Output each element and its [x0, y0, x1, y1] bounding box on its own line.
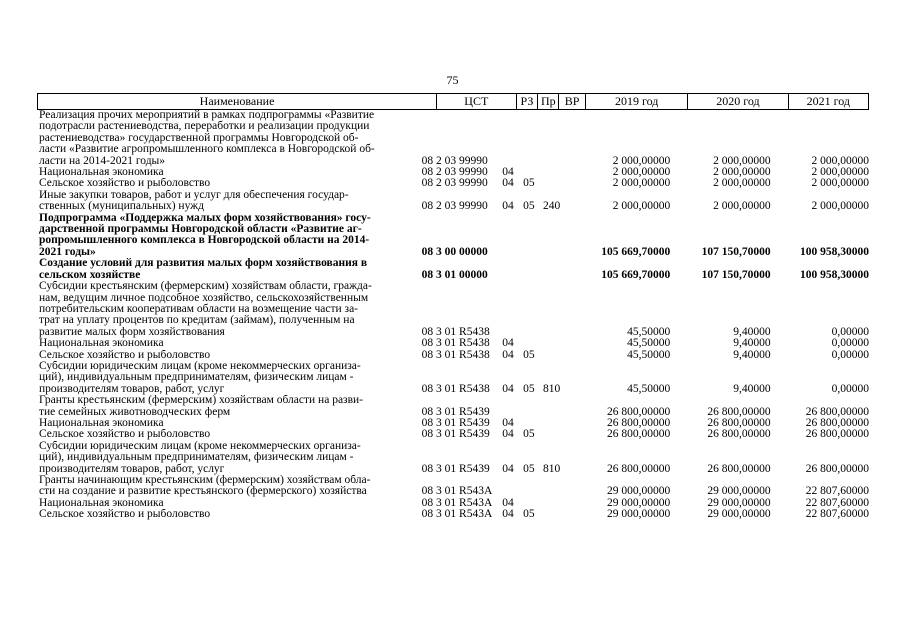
row-value-2021: 2 000,00000: [811, 155, 869, 167]
row-value-2020: 26 800,00000: [707, 417, 771, 429]
row-vr: 240: [542, 201, 561, 213]
table-header: [37, 93, 869, 110]
row-name-line: ственных (муниципальных) нужд: [39, 200, 204, 213]
row-cst: 08 3 01 R5439: [421, 463, 490, 475]
table-row: [37, 350, 869, 361]
row-cst: 08 3 01 R5438: [421, 349, 490, 361]
row-cst: 08 3 01 R5439: [421, 429, 490, 441]
row-value-2019: 26 800,00000: [606, 406, 671, 418]
row-rz: 04: [502, 201, 514, 213]
row-name: [37, 213, 420, 259]
row-value-2020: 107 150,70000: [701, 246, 771, 258]
row-name-line: Национальная экономика: [39, 167, 164, 179]
table-row: [37, 258, 869, 281]
row-cst: 08 2 03 99990: [421, 201, 488, 213]
row-name-line: потребительским кооперативам области на возмещение части за-: [39, 302, 359, 315]
row-value-2020: 29 000,00000: [707, 497, 771, 509]
row-pr: 05: [523, 201, 535, 213]
row-name-line: производителям товаров, работ, услуг: [39, 462, 225, 475]
row-value-2019: 26 800,00000: [606, 429, 671, 441]
table-row: [37, 509, 869, 520]
row-name-line: Сельское хозяйство и рыболовство: [39, 429, 211, 441]
row-name-line: сти на создание и развитие крестьянского (фермерского) хозяйства: [39, 485, 367, 498]
row-name: [37, 429, 420, 440]
row-value-2020: 2 000,00000: [713, 178, 771, 190]
row-value-2021: 26 800,00000: [805, 417, 869, 429]
row-name-line: нам, ведущим личное подсобное хозяйство, сельскохозяйственным: [39, 291, 369, 304]
row-rz: 04: [502, 509, 514, 521]
row-cst: 08 2 03 99990: [421, 178, 488, 190]
row-name: [37, 258, 420, 281]
row-rz: 04: [502, 463, 514, 475]
row-rz: 04: [502, 383, 514, 395]
row-name: [37, 361, 420, 395]
row-value-2019: 45,50000: [627, 349, 671, 361]
row-name: [37, 167, 420, 178]
row-value-2019: 26 800,00000: [606, 417, 671, 429]
table-row: [37, 475, 869, 498]
row-value-2020: 9,40000: [733, 383, 771, 395]
row-value-2020: 26 800,00000: [707, 463, 771, 475]
column-header-vr: ВР: [558, 94, 585, 109]
row-name-line: Гранты начинающим крестьянским (фермерским) хозяйствам обла-: [39, 475, 371, 486]
row-rz: 04: [502, 429, 514, 441]
row-value-2021: 2 000,00000: [811, 178, 869, 190]
row-value-2019: 45,50000: [627, 326, 671, 338]
row-rz: 04: [502, 178, 514, 190]
row-value-2020: 2 000,00000: [713, 155, 771, 167]
table-row: [37, 395, 869, 418]
row-value-2020: 2 000,00000: [713, 167, 771, 179]
table-row: [37, 498, 869, 509]
row-value-2021: 100 958,30000: [799, 269, 869, 281]
row-name-line: подотрасли растениеводства, переработки и реализации продукции: [39, 120, 370, 133]
row-value-2021: 0,00000: [831, 326, 869, 338]
row-value-2019: 45,50000: [627, 338, 671, 350]
row-value-2021: 100 958,30000: [799, 246, 869, 258]
row-name-line: Национальная экономика: [39, 417, 164, 429]
table-row: [37, 190, 869, 213]
row-rz: 04: [502, 497, 514, 509]
row-name-line: ласти на 2014-2021 годы»: [39, 154, 166, 167]
row-name: [37, 395, 420, 418]
row-value-2020: 107 150,70000: [701, 269, 771, 281]
row-rz: 04: [502, 417, 514, 429]
row-name-line: Гранты крестьянским (фермерским) хозяйствам области на разви-: [39, 395, 363, 407]
row-name: [37, 338, 420, 349]
row-rz: 04: [502, 349, 514, 361]
row-value-2019: 105 669,70000: [601, 269, 671, 281]
table-row: [37, 178, 869, 189]
column-header-2020: 2020 год: [687, 94, 787, 109]
row-name-line: трат на уплату процентов по кредитам (займам), полученным на: [39, 314, 355, 327]
row-name-line: Национальная экономика: [39, 338, 164, 350]
row-name-line: тие семейных животноводческих ферм: [39, 405, 231, 418]
row-name: [37, 350, 420, 361]
row-cst: 08 3 01 00000: [421, 269, 488, 281]
row-value-2019: 26 800,00000: [606, 463, 671, 475]
row-name-line: Субсидии крестьянским (фермерским) хозяйствам области, гражда-: [39, 281, 372, 293]
row-cst: 08 3 00 00000: [421, 246, 488, 258]
row-value-2021: 26 800,00000: [805, 429, 869, 441]
column-header-pr: Пр: [537, 94, 558, 109]
row-value-2019: 29 000,00000: [606, 486, 671, 498]
row-value-2021: 26 800,00000: [805, 406, 869, 418]
row-value-2020: 2 000,00000: [713, 201, 771, 213]
row-cst: 08 3 01 R5438: [421, 338, 490, 350]
row-name-line: Сельское хозяйство и рыболовство: [39, 349, 211, 361]
column-header-name: Наименование: [199, 94, 275, 108]
table-row: [37, 441, 869, 475]
row-name-line: ласти «Развитие агропромышленного комплекса в Новгородской об-: [39, 143, 375, 156]
row-value-2019: 45,50000: [627, 383, 671, 395]
row-pr: 05: [523, 178, 535, 190]
row-value-2019: 105 669,70000: [601, 246, 671, 258]
row-name: [37, 475, 420, 498]
row-name-line: Субсидии юридическим лицам (кроме некоммерческих организа-: [39, 360, 361, 372]
row-cst: 08 2 03 99990: [421, 167, 488, 179]
table-row: [37, 110, 869, 167]
row-name-line: Сельское хозяйство и рыболовство: [39, 178, 211, 190]
row-value-2021: 0,00000: [831, 383, 869, 395]
row-name: [37, 281, 420, 338]
row-name: [37, 418, 420, 429]
column-header-rz: РЗ: [516, 94, 538, 109]
row-name-line: 2021 годы»: [39, 245, 96, 258]
table-row: [37, 361, 869, 395]
row-cst: 08 3 01 R5438: [421, 383, 490, 395]
row-name-line: Создание условий для развития малых форм хозяйствования в: [39, 258, 368, 270]
row-vr: 810: [542, 463, 561, 475]
row-name-line: Национальная экономика: [39, 497, 164, 509]
budget-table: [37, 93, 869, 521]
row-rz: 04: [502, 338, 514, 350]
row-vr: 810: [542, 383, 561, 395]
column-header-cst: ЦСТ: [436, 94, 515, 109]
row-cst: 08 3 01 R543A: [421, 486, 493, 498]
row-cst: 08 3 01 R5439: [421, 417, 490, 429]
row-name-line: сельском хозяйстве: [39, 268, 141, 281]
row-name-line: Сельское хозяйство и рыболовство: [39, 509, 211, 521]
row-value-2021: 0,00000: [831, 338, 869, 350]
table-row: [37, 418, 869, 429]
row-value-2020: 29 000,00000: [707, 486, 771, 498]
row-name: [37, 178, 420, 189]
row-value-2019: 29 000,00000: [606, 497, 671, 509]
row-value-2021: 22 807,60000: [805, 509, 869, 521]
row-pr: 05: [523, 349, 535, 361]
row-cst: 08 3 01 R5438: [421, 326, 490, 338]
row-pr: 05: [523, 509, 535, 521]
row-name-line: ций), индивидуальным предпринимателям, физическим лицам -: [39, 371, 354, 384]
row-name: [37, 110, 420, 167]
row-value-2019: 2 000,00000: [612, 155, 671, 167]
row-value-2020: 9,40000: [733, 338, 771, 350]
row-pr: 05: [523, 383, 535, 395]
row-name-line: растениеводства» государственной программы Новгородской об-: [39, 131, 359, 144]
row-value-2021: 0,00000: [831, 349, 869, 361]
row-value-2021: 22 807,60000: [805, 497, 869, 509]
table-row: [37, 281, 869, 338]
row-value-2021: 22 807,60000: [805, 486, 869, 498]
row-pr: 05: [523, 429, 535, 441]
row-value-2021: 2 000,00000: [811, 201, 869, 213]
row-cst: 08 3 01 R543A: [421, 497, 493, 509]
row-name: [37, 509, 420, 520]
table-row: [37, 429, 869, 440]
row-name-line: развитие малых форм хозяйствования: [39, 325, 225, 338]
row-value-2019: 29 000,00000: [606, 509, 671, 521]
table-row: [37, 338, 869, 349]
row-value-2020: 9,40000: [733, 349, 771, 361]
row-value-2019: 2 000,00000: [612, 167, 671, 179]
row-value-2019: 2 000,00000: [612, 178, 671, 190]
row-cst: 08 3 01 R5439: [421, 406, 490, 418]
row-name-line: Реализация прочих мероприятий в рамках подпрограммы «Развитие: [39, 110, 375, 121]
table-row: [37, 167, 869, 178]
row-value-2019: 2 000,00000: [612, 201, 671, 213]
column-header-2019: 2019 год: [585, 94, 687, 109]
row-name-line: ропромышленного комплекса в Новгородской области на 2014-: [39, 234, 370, 247]
page-number: 75: [446, 73, 459, 87]
row-name-line: дарственной программы Новгородской области «Развитие аг-: [39, 223, 362, 236]
row-name-line: Подпрограмма «Поддержка малых форм хозяйствования» госу-: [39, 212, 371, 224]
row-value-2021: 26 800,00000: [805, 463, 869, 475]
column-header-2021: 2021 год: [788, 94, 868, 109]
table-body: [37, 110, 869, 521]
row-value-2020: 9,40000: [733, 326, 771, 338]
row-cst: 08 3 01 R543A: [421, 509, 493, 521]
row-name: [37, 190, 420, 213]
row-value-2020: 26 800,00000: [707, 429, 771, 441]
row-cst: 08 2 03 99990: [421, 155, 488, 167]
row-value-2020: 29 000,00000: [707, 509, 771, 521]
row-name-line: Иные закупки товаров, работ и услуг для обеспечения государ-: [39, 189, 349, 201]
table-row: [37, 213, 869, 259]
row-name-line: производителям товаров, работ, услуг: [39, 382, 225, 395]
row-name: [37, 441, 420, 475]
row-value-2020: 26 800,00000: [707, 406, 771, 418]
row-value-2021: 2 000,00000: [811, 167, 869, 179]
row-name-line: Субсидии юридическим лицам (кроме некоммерческих организа-: [39, 440, 361, 452]
row-name-line: ций), индивидуальным предпринимателям, физическим лицам -: [39, 451, 354, 464]
row-pr: 05: [523, 463, 535, 475]
row-rz: 04: [502, 167, 514, 179]
row-name: [37, 498, 420, 509]
